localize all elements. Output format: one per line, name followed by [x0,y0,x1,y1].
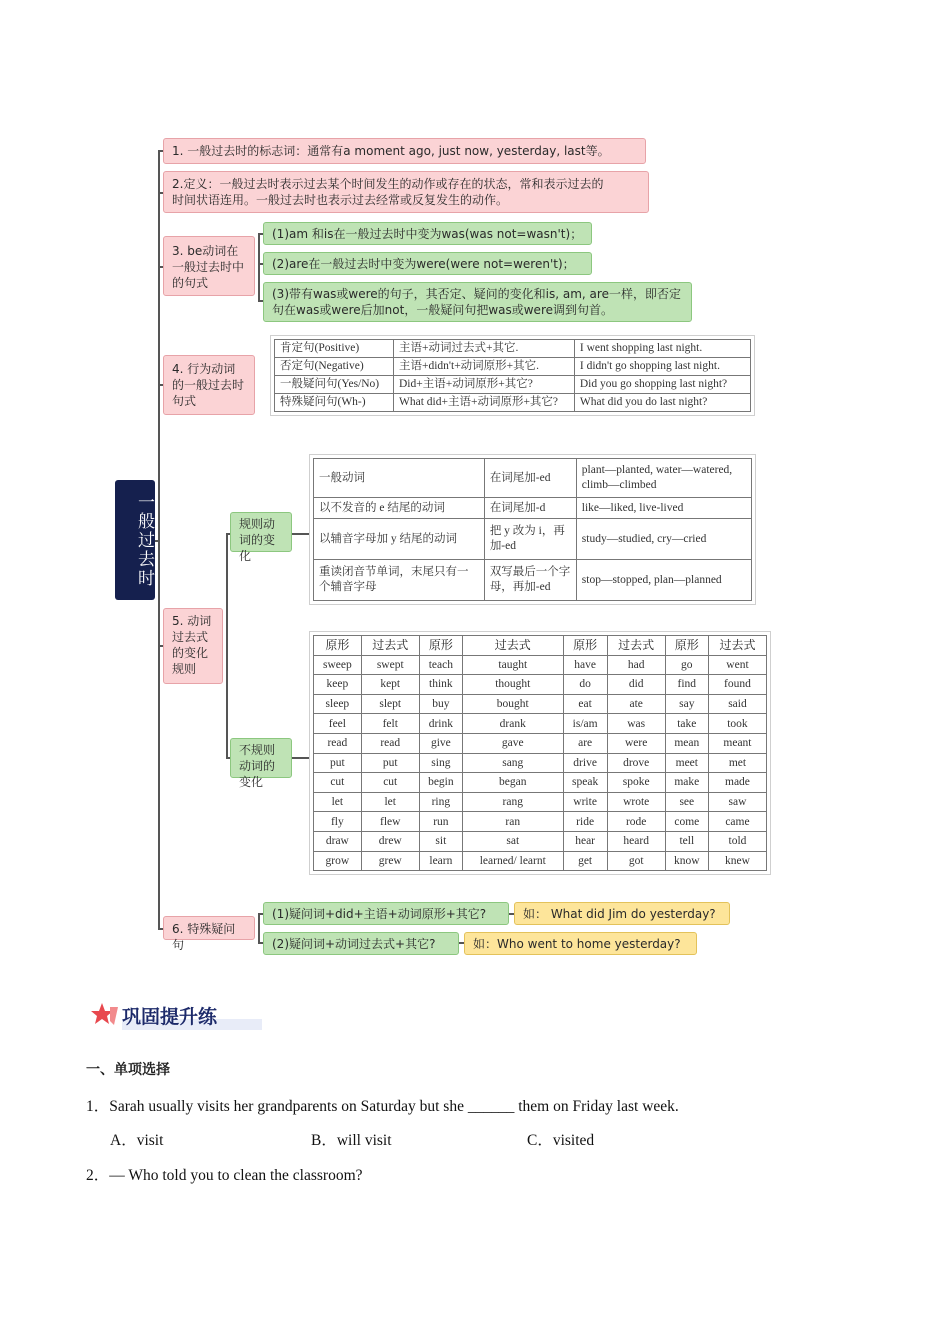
node-action-verb: 4. 行为动词的一般过去时句式 [163,355,255,415]
table-cell: drink [419,714,462,734]
node-signal-words: 1. 一般过去时的标志词：通常有a moment ago, just now, yesterday, last等。 [163,138,646,164]
table-cell: know [665,851,708,871]
table-cell: make [665,773,708,793]
n5-sub-line [226,533,228,758]
table-cell: were [607,733,665,753]
be-rule-2: (2)are在一般过去时中变为were(were not=weren't)； [263,252,592,275]
table-cell: eat [563,694,607,714]
table-cell: gave [462,733,563,753]
table-cell: read [314,733,362,753]
wh-rule-2: (2)疑问词+动词过去式+其它? [263,932,459,955]
table-cell: rode [607,812,665,832]
table-cell: ate [607,694,665,714]
be-rule-3 [263,282,692,322]
table-cell: wrote [607,792,665,812]
table-cell: said [708,694,766,714]
table-cell: study—studied, cry—cried [576,519,751,560]
table-cell: sleep [314,694,362,714]
table-cell: did [607,675,665,695]
table-row [314,753,767,773]
column-header: 过去式 [361,636,419,656]
regular-verbs-label: 规则动词的变化 [230,512,292,552]
mindmap-root: 一般过去时 [115,480,155,600]
table-cell: teach [419,655,462,675]
table-cell: 一般疑问句(Yes/No) [275,376,394,394]
table-row [314,655,767,675]
node-be-verb: 3. be动词在一般过去时中的句式 [163,236,255,296]
table-cell: bought [462,694,563,714]
table-cell: put [314,753,362,773]
definition-line-1: 2.定义：一般过去时表示过去某个时间发生的动作或存在的状态，常和表示过去的 [172,177,604,191]
table-cell: plant—planted, water—watered, climb—climbed [576,459,751,498]
table-cell: have [563,655,607,675]
table-cell: buy [419,694,462,714]
sentence-pattern-table [271,336,754,415]
table-cell: flew [361,812,419,832]
table-cell: let [361,792,419,812]
table-cell: cut [361,773,419,793]
table-row [314,831,767,851]
wh-example-2: 如：Who went to home yesterday? [464,932,697,955]
column-header: 原形 [563,636,607,656]
table-cell: 否定句(Negative) [275,358,394,376]
table-cell: Did+主语+动词原形+其它? [394,376,575,394]
table-cell: What did+主语+动词原形+其它? [394,394,575,412]
q1-option-a[interactable]: A．visit [110,1132,164,1149]
q1-option-c[interactable]: C．visited [527,1132,595,1149]
n3-sub-line [258,233,260,301]
table-cell: do [563,675,607,695]
irregular-to-table [292,757,310,759]
table-cell: was [607,714,665,734]
wh-example-1: 如： What did Jim do yesterday? [514,902,730,925]
table-cell: ride [563,812,607,832]
table-cell: think [419,675,462,695]
table-cell: sing [419,753,462,773]
table-cell: keep [314,675,362,695]
table-cell: saw [708,792,766,812]
table-cell: get [563,851,607,871]
practice-title: 巩固提升练 [122,1002,262,1030]
table-cell: see [665,792,708,812]
column-header: 过去式 [607,636,665,656]
table-row [275,376,751,394]
table-cell: write [563,792,607,812]
question-1: 1．Sarah usually visits her grandparents on Saturday but she ______ them on Friday last week. [86,1098,679,1115]
regular-to-table [292,533,310,535]
node-definition [163,171,649,213]
table-cell: drive [563,753,607,773]
table-row [314,498,752,519]
table-cell: tell [665,831,708,851]
table-cell: ring [419,792,462,812]
table-cell: came [708,812,766,832]
be-rule-1: (1)am 和is在一般过去时中变为was(was not=wasn't)； [263,222,592,245]
table-cell: What did you do last night? [574,394,750,412]
table-cell: 主语+didn't+动词原形+其它. [394,358,575,376]
table-cell: thought [462,675,563,695]
table-cell: I went shopping last night. [574,340,750,358]
n6-sub-line [258,913,260,943]
column-header: 过去式 [462,636,563,656]
table-cell: grow [314,851,362,871]
table-cell: got [607,851,665,871]
table-cell: cut [314,773,362,793]
table-cell: find [665,675,708,695]
table-cell: draw [314,831,362,851]
table-cell: Did you go shopping last night? [574,376,750,394]
table-cell: 主语+动词过去式+其它. [394,340,575,358]
table-cell: run [419,812,462,832]
table-cell: heard [607,831,665,851]
table-row [314,733,767,753]
definition-line-2: 时间状语连用。一般过去时也表示过去经常或反复发生的动作。 [172,193,509,207]
table-row [314,560,752,601]
table-row [314,519,752,560]
table-cell: go [665,655,708,675]
table-row [314,459,752,498]
be-rule-3-line-1: (3)带有was或were的句子，其否定、疑问的变化和is, am, are一样，即否定 [272,287,681,301]
table-cell: knew [708,851,766,871]
column-header: 原形 [314,636,362,656]
table-row [314,675,767,695]
table-cell: rang [462,792,563,812]
table-cell: speak [563,773,607,793]
table-cell: 特殊疑问句(Wh-) [275,394,394,412]
table-cell: mean [665,733,708,753]
table-cell: 肯定句(Positive) [275,340,394,358]
column-header: 原形 [419,636,462,656]
table-cell: spoke [607,773,665,793]
table-cell: 在词尾加-d [484,498,576,519]
table-cell: met [708,753,766,773]
table-cell: found [708,675,766,695]
table-cell: slept [361,694,419,714]
column-header: 原形 [665,636,708,656]
star-ribbon-icon [90,1001,120,1029]
table-cell: went [708,655,766,675]
table-cell: swept [361,655,419,675]
table-cell: sit [419,831,462,851]
table-cell: taught [462,655,563,675]
table-row [314,773,767,793]
table-cell: began [462,773,563,793]
table-cell: is/am [563,714,607,734]
table-cell: hear [563,831,607,851]
table-cell: fly [314,812,362,832]
column-header: 过去式 [708,636,766,656]
table-row [275,358,751,376]
table-row [275,340,751,358]
table-cell: sat [462,831,563,851]
table-cell: feel [314,714,362,734]
table-cell: let [314,792,362,812]
table-header-row [314,636,767,656]
table-cell: 重读闭音节单词，末尾只有一个辅音字母 [314,560,485,601]
table-cell: say [665,694,708,714]
table-cell: 双写最后一个字母，再加-ed [484,560,576,601]
table-cell: drew [361,831,419,851]
wh-rule-1: (1)疑问词+did+主语+动词原形+其它? [263,902,509,925]
regular-verbs-table [310,455,755,604]
table-cell: 一般动词 [314,459,485,498]
question-2: 2．— Who told you to clean the classroom? [86,1167,363,1184]
table-cell: 以不发音的 e 结尾的动词 [314,498,485,519]
table-cell: drove [607,753,665,773]
table-cell: put [361,753,419,773]
table-cell: felt [361,714,419,734]
table-row [314,694,767,714]
table-row [314,792,767,812]
table-cell: take [665,714,708,734]
section-heading: 一、单项选择 [86,1062,170,1078]
table-row [314,714,767,734]
table-row [314,812,767,832]
table-cell: sang [462,753,563,773]
table-cell: begin [419,773,462,793]
table-cell: stop—stopped, plan—planned [576,560,751,601]
q1-option-b[interactable]: B．will visit [311,1132,392,1149]
be-rule-3-line-2: 句在was或were后加not，一般疑问句把was或were调到句首。 [272,303,613,317]
table-row [314,851,767,871]
table-cell: meet [665,753,708,773]
node-wh-question: 6. 特殊疑问句 [163,916,255,940]
table-cell: I didn't go shopping last night. [574,358,750,376]
table-cell: kept [361,675,419,695]
irregular-verbs-label: 不规则动词的变化 [230,738,292,778]
table-cell: learn [419,851,462,871]
table-cell: meant [708,733,766,753]
table-cell: had [607,655,665,675]
table-cell: are [563,733,607,753]
table-cell: made [708,773,766,793]
table-cell: sweep [314,655,362,675]
table-cell: drank [462,714,563,734]
table-cell: 在词尾加-ed [484,459,576,498]
table-cell: read [361,733,419,753]
table-cell: 以辅音字母加 y 结尾的动词 [314,519,485,560]
node-past-tense-rules: 5. 动词过去式的变化规则 [163,608,223,684]
table-cell: come [665,812,708,832]
table-cell: ran [462,812,563,832]
irregular-verbs-table [310,632,770,874]
table-cell: told [708,831,766,851]
table-row [275,394,751,412]
table-cell: learned/ learnt [462,851,563,871]
table-cell: 把 y 改为 i，再加-ed [484,519,576,560]
table-cell: like—liked, live-lived [576,498,751,519]
table-cell: took [708,714,766,734]
table-cell: grew [361,851,419,871]
table-cell: give [419,733,462,753]
